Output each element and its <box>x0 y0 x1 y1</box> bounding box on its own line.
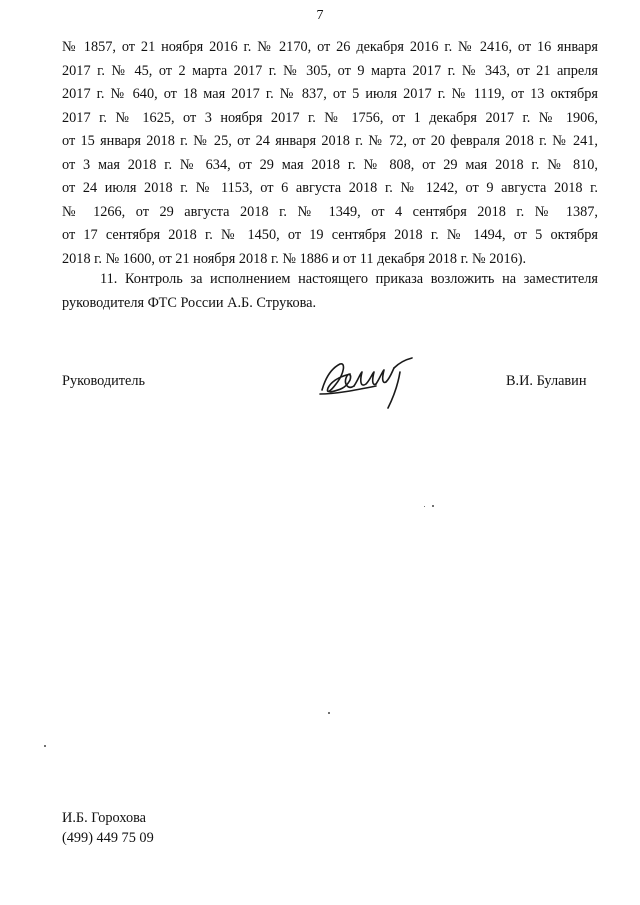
text-line: от 15 января 2018 г. № 25, от 24 января 2018 г. № 72, от 20 февраля 2018 г. № 241, <box>62 133 598 149</box>
scan-speck <box>424 506 425 507</box>
executor-name: И.Б. Горохова <box>62 810 147 826</box>
text-line: 2018 г. № 1600, от 21 ноября 2018 г. № 1886 и от 11 декабря 2018 г. № 2016). <box>62 250 527 267</box>
text-line: № 1266, от 29 августа 2018 г. № 1349, от 4 сентября 2018 г. № 1387, <box>62 203 598 220</box>
text-line: от 17 сентября 2018 г. № 1450, от 19 сентября 2018 г. № 1494, от 5 октября <box>62 227 598 243</box>
scan-speck <box>44 745 46 747</box>
handwritten-signature <box>316 350 426 412</box>
text-line: руководителя ФТС России А.Б. Струкова. <box>62 294 317 311</box>
text-line: от 24 июля 2018 г. № 1153, от 6 августа 2018 г. № 1242, от 9 августа 2018 г. <box>62 180 598 196</box>
text-line: 2017 г. № 640, от 18 мая 2017 г. № 837, от 5 июля 2017 г. № 1119, от 13 октября <box>62 86 598 102</box>
scan-speck <box>328 712 330 714</box>
text-line: 11. Контроль за исполнением настоящего приказа возложить на заместителя <box>100 271 598 287</box>
executor-phone: (499) 449 75 09 <box>62 830 154 846</box>
paragraph-11 <box>62 268 598 315</box>
text-line: 2017 г. № 45, от 2 марта 2017 г. № 305, от 9 марта 2017 г. № 343, от 21 апреля <box>62 62 598 79</box>
text-line: от 3 мая 2018 г. № 634, от 29 мая 2018 г. № 808, от 29 мая 2018 г. № 810, <box>62 156 598 173</box>
text-line: № 1857, от 21 ноября 2016 г. № 2170, от 26 декабря 2016 г. № 2416, от 16 января <box>62 39 598 55</box>
scan-speck <box>432 505 434 507</box>
page-number: 7 <box>316 8 324 23</box>
list-paragraph <box>62 36 598 271</box>
position-title: Руководитель <box>62 373 146 389</box>
text-line: 2017 г. № 1625, от 3 ноября 2017 г. № 1756, от 1 декабря 2017 г. № 1906, <box>62 109 598 126</box>
signatory-name: В.И. Булавин <box>506 373 587 389</box>
